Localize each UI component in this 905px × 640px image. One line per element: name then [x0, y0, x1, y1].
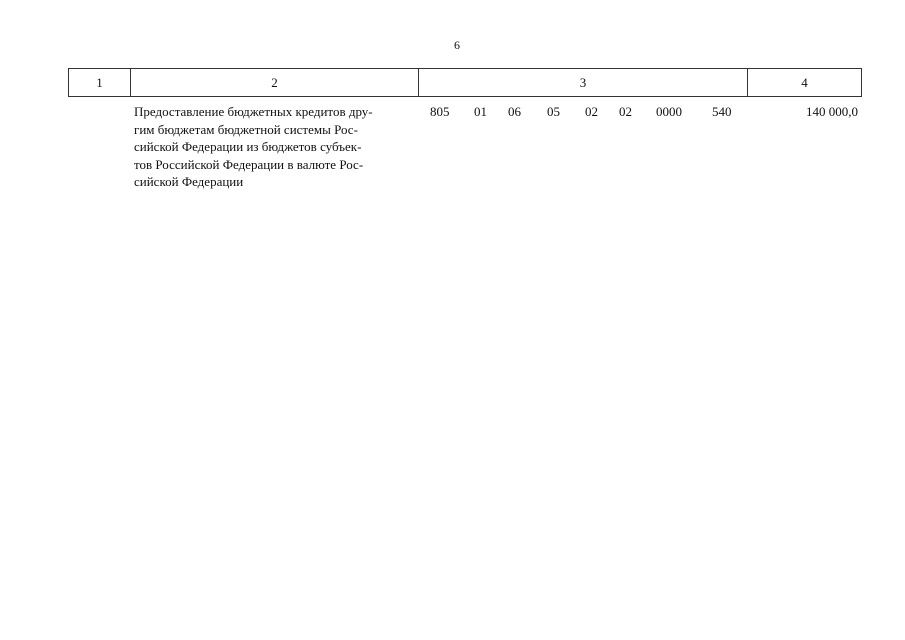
row-description — [134, 103, 400, 191]
row-amount: 140 000,0 — [806, 104, 858, 119]
header-cell-2: 2 — [131, 69, 419, 97]
description-line: сийской Федерации из бюджетов субъек- — [134, 139, 362, 154]
header-row — [69, 69, 862, 97]
code-program: 0000 — [656, 104, 682, 119]
header-cell-4: 4 — [748, 69, 862, 97]
header-cell-1: 1 — [69, 69, 131, 97]
code-article: 05 — [547, 104, 560, 119]
description-line: сийской Федерации — [134, 174, 244, 189]
code-subgroup: 06 — [508, 104, 521, 119]
description-line: тов Российской Федерации в валюте Рос- — [134, 156, 364, 172]
code-kosgu: 540 — [712, 104, 732, 119]
table-header — [68, 68, 862, 97]
code-subarticle: 02 — [585, 104, 598, 119]
code-element: 02 — [619, 104, 632, 119]
code-group: 01 — [474, 104, 487, 119]
description-line: Предоставление бюджетных кредитов дру- — [134, 104, 373, 119]
code-admin: 805 — [430, 104, 450, 119]
header-cell-3: 3 — [419, 69, 748, 97]
description-line: гим бюджетам бюджетной системы Рос- — [134, 121, 358, 137]
page-number: 6 — [454, 38, 460, 52]
